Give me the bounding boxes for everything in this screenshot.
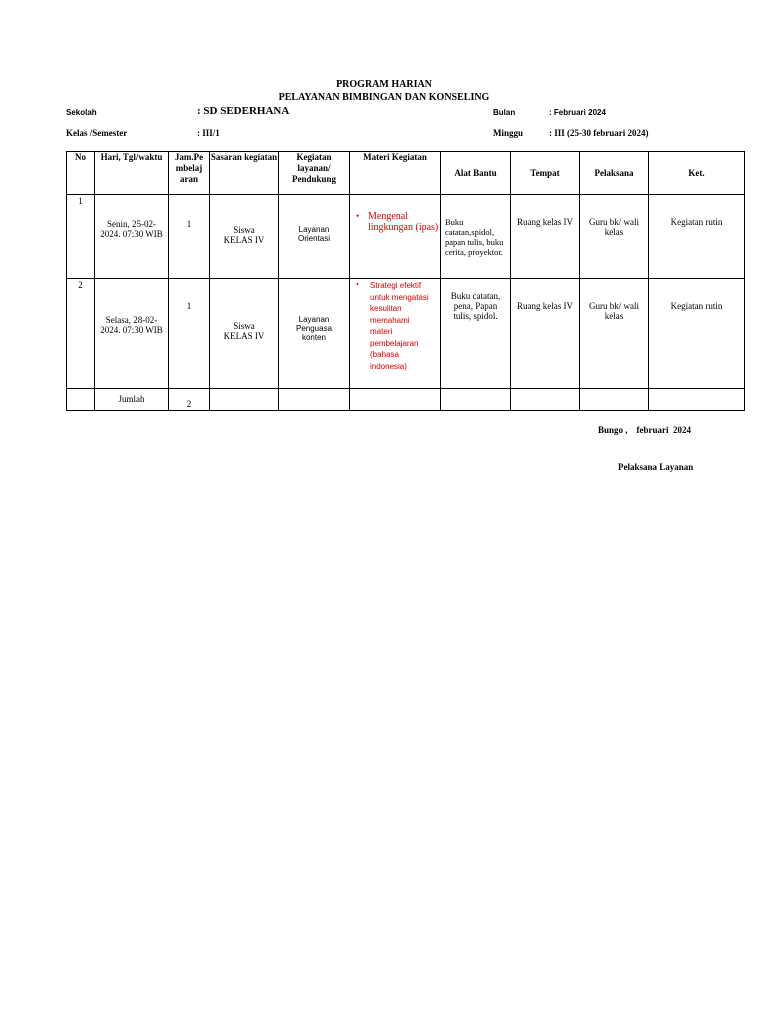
col-header-ket: Ket. xyxy=(649,152,745,195)
header-row xyxy=(67,152,745,195)
minggu-label: Minggu xyxy=(493,128,524,138)
materi-list xyxy=(350,211,440,233)
row-hari: Selasa, 28-02-2024. 07:30 WIB xyxy=(95,279,169,389)
signature-place-date: Bungo , februari 2024 xyxy=(598,425,692,435)
document-subtitle: PELAYANAN BIMBINGAN DAN KONSELING xyxy=(278,92,490,103)
total-empty xyxy=(279,389,350,411)
total-row xyxy=(67,389,745,411)
row-materi xyxy=(350,279,441,389)
row-sasaran-line1: Siswa xyxy=(233,321,255,331)
kelas-value: : III/1 xyxy=(197,128,220,138)
col-header-no: No xyxy=(67,152,95,195)
total-label: Jumlah xyxy=(95,389,169,411)
row-kegiatan-line2: Orientasi xyxy=(297,234,330,243)
row-alat: Buku catatan, pena, Papan tulis, spidol. xyxy=(441,279,511,389)
list-item xyxy=(356,280,440,372)
row-ket: Kegiatan rutin xyxy=(649,279,745,389)
row-pelaksana: Guru bk/ wali kelas xyxy=(580,195,649,279)
row-jam: 1 xyxy=(169,279,210,389)
row-tempat: Ruang kelas IV xyxy=(511,279,580,389)
document-title: PROGRAM HARIAN xyxy=(336,79,432,90)
col-header-sasaran: Sasaran kegiatan xyxy=(210,152,279,195)
materi-text: Strategi efektif untuk mengatasi kesulitan memahami materi pembelajaran (bahasa indonesia) xyxy=(370,281,429,371)
total-empty xyxy=(210,389,279,411)
row-kegiatan xyxy=(279,195,350,279)
col-header-kegiatan: Kegiatan layanan/ Pendukung xyxy=(279,152,350,195)
row-tempat: Ruang kelas IV xyxy=(511,195,580,279)
bulan-label: Bulan xyxy=(493,108,516,117)
total-empty xyxy=(350,389,441,411)
row-sasaran-line2: KELAS IV xyxy=(223,331,265,341)
program-table xyxy=(66,151,745,411)
row-sasaran xyxy=(210,279,279,389)
row-kegiatan-line1: Layanan xyxy=(298,315,330,324)
row-kegiatan-line1: Layanan xyxy=(298,225,330,234)
row-sasaran-line2: KELAS IV xyxy=(223,235,265,245)
col-header-hari: Hari, Tgl/waktu xyxy=(95,152,169,195)
total-empty xyxy=(67,389,95,411)
row-kegiatan xyxy=(279,279,350,389)
total-empty xyxy=(441,389,511,411)
signature-role: Pelaksana Layanan xyxy=(618,462,694,472)
row-sasaran-line1: Siswa xyxy=(233,225,255,235)
materi-text: Mengenal lingkungan (ipas) xyxy=(368,211,439,233)
row-kegiatan-line2: Penguasa konten xyxy=(295,324,333,342)
bullet-icon: • xyxy=(356,211,360,221)
materi-list xyxy=(350,280,440,372)
total-empty xyxy=(649,389,745,411)
row-jam: 1 xyxy=(169,195,210,279)
list-item xyxy=(356,211,440,233)
total-empty xyxy=(580,389,649,411)
sekolah-value: : SD SEDERHANA xyxy=(197,105,290,117)
minggu-value: : III (25-30 februari 2024) xyxy=(549,128,649,138)
table-row xyxy=(67,195,745,279)
total-empty xyxy=(511,389,580,411)
col-header-jam: Jam.Pe mbelaj aran xyxy=(169,152,210,195)
row-hari: Senin, 25-02-2024. 07:30 WIB xyxy=(95,195,169,279)
row-sasaran xyxy=(210,195,279,279)
col-header-alat: Alat Bantu xyxy=(441,152,511,195)
row-pelaksana: Guru bk/ wali kelas xyxy=(580,279,649,389)
row-no: 2 xyxy=(67,279,95,389)
col-header-pelaksana: Pelaksana xyxy=(580,152,649,195)
row-materi xyxy=(350,195,441,279)
col-header-tempat: Tempat xyxy=(511,152,580,195)
bullet-icon: • xyxy=(356,280,359,289)
row-no: 1 xyxy=(67,195,95,279)
col-header-materi: Materi Kegiatan xyxy=(350,152,441,195)
row-ket: Kegiatan rutin xyxy=(649,195,745,279)
sekolah-label: Sekolah xyxy=(66,108,97,117)
kelas-label: Kelas /Semester xyxy=(66,128,128,138)
row-alat: Buku catatan,spidol, papan tulis, buku cerita, proyektor. xyxy=(441,195,511,279)
total-value: 2 xyxy=(169,389,210,411)
bulan-value: : Februari 2024 xyxy=(549,108,606,117)
table-row xyxy=(67,279,745,389)
